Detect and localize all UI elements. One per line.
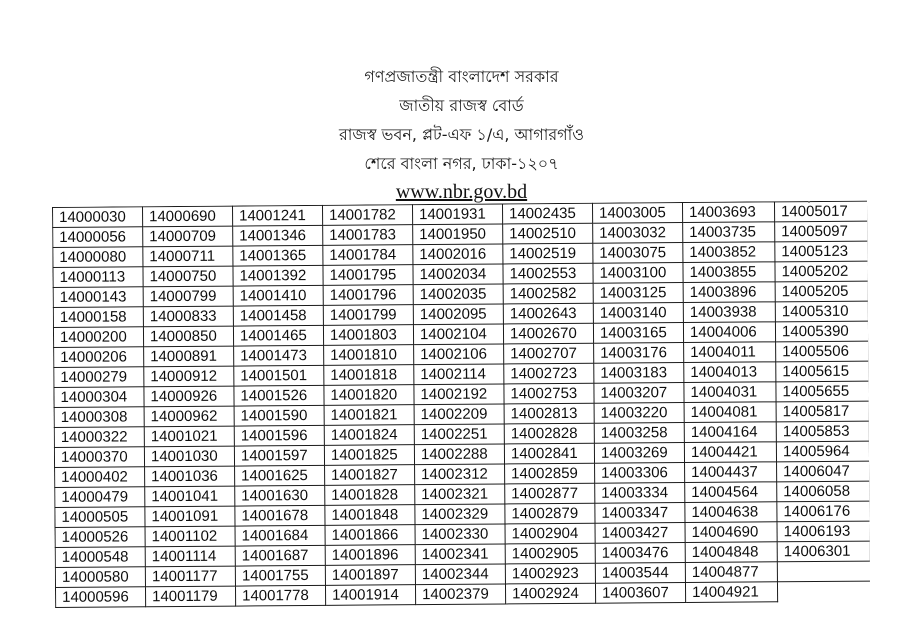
table-cell: 14002034	[413, 264, 503, 285]
table-cell: 14000304	[54, 387, 144, 408]
table-cell: 14001114	[145, 546, 235, 567]
table-cell: 14003938	[683, 302, 775, 323]
table-cell: 14000912	[144, 366, 234, 387]
table-cell: 14000080	[53, 247, 143, 268]
table-cell: 14001784	[323, 245, 413, 266]
table-cell: 14000580	[55, 567, 145, 588]
id-table	[52, 201, 870, 608]
table-cell: 14000370	[54, 447, 144, 468]
table-cell: 14003075	[593, 243, 683, 264]
table-cell: 14000891	[144, 346, 234, 367]
table-cell: 14001896	[325, 545, 415, 566]
table-cell: 14000113	[53, 267, 143, 288]
table-cell: 14006301	[777, 541, 870, 562]
table-cell: 14001931	[412, 204, 502, 225]
table-cell: 14001950	[413, 224, 503, 245]
table-cell: 14001783	[323, 225, 413, 246]
letterhead	[0, 62, 923, 205]
table-cell: 14001687	[235, 545, 325, 566]
table-cell: 14001799	[323, 305, 413, 326]
government-name: গণপ্রজাতন্ত্রী বাংলাদেশ সরকার	[364, 67, 559, 86]
table-cell: 14000056	[53, 227, 143, 248]
table-cell: 14001177	[145, 566, 235, 587]
table-cell: 14002519	[503, 243, 593, 264]
table-cell: 14004011	[684, 342, 776, 363]
table-cell: 14000833	[143, 306, 233, 327]
table-cell: 14003140	[593, 303, 683, 324]
table-cell: 14001803	[323, 325, 413, 346]
table-cell: 14001346	[233, 225, 323, 246]
table-cell: 14001596	[234, 425, 324, 446]
table-cell: 14001796	[323, 285, 413, 306]
table-cell: 14002095	[413, 304, 503, 325]
table-cell: 14001684	[235, 525, 325, 546]
table-cell: 14001810	[324, 345, 414, 366]
table-cell: 14001897	[325, 565, 415, 586]
table-cell: 14002329	[415, 504, 505, 525]
table-cell: 14000158	[53, 307, 143, 328]
table-cell: 14001021	[144, 426, 234, 447]
table-cell: 14001828	[325, 485, 415, 506]
table-cell: 14003607	[595, 583, 685, 604]
table-cell: 14000709	[143, 226, 233, 247]
table-cell: 14001678	[235, 505, 325, 526]
table-cell: 14005853	[776, 421, 869, 442]
table-cell: 14003165	[593, 323, 683, 344]
table-cell: 14004690	[685, 522, 777, 543]
table-cell: 14002379	[415, 584, 505, 605]
table-cell: 14001473	[234, 345, 324, 366]
table-cell: 14001820	[324, 385, 414, 406]
table-cell: 14003855	[683, 262, 775, 283]
table-cell: 14002813	[504, 403, 594, 424]
table-cell: 14004437	[685, 462, 777, 483]
table-cell: 14000200	[53, 327, 143, 348]
table-cell: 14003427	[595, 523, 685, 544]
table-cell: 14002344	[415, 564, 505, 585]
table-cell: 14005655	[776, 381, 869, 402]
table-cell: 14001036	[145, 466, 235, 487]
table-cell: 14002209	[414, 404, 504, 425]
table-cell: 14003183	[594, 363, 684, 384]
table-cell: 14003005	[592, 203, 682, 224]
table-cell: 14005390	[775, 321, 868, 342]
table-cell: 14001091	[145, 506, 235, 527]
table-cell: 14001410	[233, 285, 323, 306]
address-line-1: রাজস্ব ভবন, প্লট-এফ ১/এ, আগারগাঁও	[338, 125, 585, 144]
table-cell: 14001866	[325, 525, 415, 546]
table-cell: 14000402	[55, 467, 145, 488]
table-cell: 14002553	[503, 263, 593, 284]
website-url: www.nbr.gov.bd	[395, 181, 528, 203]
table-cell: 14004564	[685, 482, 777, 503]
table-cell: 14004164	[684, 422, 776, 443]
table-cell: 14001179	[145, 586, 235, 607]
table-cell: 14000926	[144, 386, 234, 407]
table-cell: 14004921	[685, 582, 777, 603]
table-cell: 14005017	[774, 201, 867, 222]
table-cell: 14002877	[505, 483, 595, 504]
table-cell: 14005506	[776, 341, 869, 362]
table-cell: 14003207	[594, 383, 684, 404]
table-cell: 14000206	[54, 347, 144, 368]
table-cell	[777, 561, 870, 582]
table-cell: 14001848	[325, 505, 415, 526]
table-cell: 14001392	[233, 265, 323, 286]
table-cell: 14000799	[143, 286, 233, 307]
table-cell: 14002879	[505, 503, 595, 524]
table-cell: 14005964	[776, 441, 869, 462]
table-cell: 14001590	[234, 405, 324, 426]
table-cell: 14002510	[503, 223, 593, 244]
table-cell: 14002643	[503, 303, 593, 324]
table-cell: 14002035	[413, 284, 503, 305]
table-cell: 14004877	[685, 562, 777, 583]
table-cell: 14001365	[233, 245, 323, 266]
table-cell: 14001501	[234, 365, 324, 386]
table-cell: 14002104	[413, 324, 503, 345]
table-cell: 14000850	[143, 326, 233, 347]
table-cell: 14002707	[504, 343, 594, 364]
table-cell: 14005202	[775, 261, 868, 282]
board-name: জাতীয় রাজস্ব বোর্ড	[399, 96, 524, 115]
table-cell: 14002312	[415, 464, 505, 485]
table-cell: 14000279	[54, 367, 144, 388]
table-cell: 14006193	[777, 521, 870, 542]
table-cell: 14003100	[593, 263, 683, 284]
table-cell: 14001102	[145, 526, 235, 547]
table-cell: 14006176	[777, 501, 870, 522]
table-cell: 14003476	[595, 543, 685, 564]
table-cell: 14005310	[775, 301, 868, 322]
table-cell: 14005097	[775, 221, 868, 242]
table-cell: 14002924	[505, 583, 595, 604]
table-cell: 14004031	[684, 382, 776, 403]
table-cell: 14005205	[775, 281, 868, 302]
table-cell: 14002670	[503, 323, 593, 344]
table-cell: 14000690	[143, 206, 233, 227]
table-cell: 14002841	[504, 443, 594, 464]
table-cell: 14001778	[235, 585, 325, 606]
table-cell: 14000505	[55, 507, 145, 528]
table-cell: 14002753	[504, 383, 594, 404]
table-cell: 14002251	[414, 424, 504, 445]
table-cell: 14002828	[504, 423, 594, 444]
table-cell: 14000322	[54, 427, 144, 448]
table-cell: 14003220	[594, 403, 684, 424]
table-cell: 14002016	[413, 244, 503, 265]
table-cell: 14002330	[415, 524, 505, 545]
table-cell: 14003176	[594, 343, 684, 364]
address-line-2: শেরে বাংলা নগর, ঢাকা-১২০৭	[364, 154, 559, 173]
table-cell: 14002923	[505, 563, 595, 584]
table-cell: 14001458	[233, 305, 323, 326]
table-cell: 14000750	[143, 266, 233, 287]
table-cell: 14001782	[322, 205, 412, 226]
table-cell: 14002904	[505, 523, 595, 544]
table-cell: 14000711	[143, 246, 233, 267]
table-cell: 14005615	[776, 361, 869, 382]
table-cell: 14001825	[324, 445, 414, 466]
table-cell: 14003125	[593, 283, 683, 304]
table-cell: 14001625	[235, 465, 325, 486]
table-cell	[777, 581, 870, 602]
table-cell: 14001795	[323, 265, 413, 286]
table-cell: 14002582	[503, 283, 593, 304]
table-cell: 14000596	[55, 587, 145, 608]
table-cell: 14000548	[55, 547, 145, 568]
table-cell: 14005817	[776, 401, 869, 422]
scan-speck	[808, 201, 810, 203]
id-table-container	[52, 201, 870, 629]
table-cell: 14002106	[414, 344, 504, 365]
table-cell: 14003735	[683, 222, 775, 243]
table-cell: 14004421	[684, 442, 776, 463]
table-cell: 14005123	[775, 241, 868, 262]
table-cell: 14002905	[505, 543, 595, 564]
table-cell: 14003347	[595, 503, 685, 524]
table-cell: 14001465	[233, 325, 323, 346]
table-cell: 14003693	[682, 202, 774, 223]
table-cell: 14003306	[595, 463, 685, 484]
table-cell: 14000962	[144, 406, 234, 427]
table-cell: 14003896	[683, 282, 775, 303]
table-cell: 14002859	[505, 463, 595, 484]
table-cell: 14000526	[55, 527, 145, 548]
table-cell: 14004848	[685, 542, 777, 563]
table-cell: 14002723	[504, 363, 594, 384]
table-cell: 14000030	[53, 207, 143, 228]
table-cell: 14000308	[54, 407, 144, 428]
table-cell: 14002321	[415, 484, 505, 505]
table-cell: 14003269	[594, 443, 684, 464]
table-cell: 14001526	[234, 385, 324, 406]
table-cell: 14001827	[325, 465, 415, 486]
table-cell: 14002114	[414, 364, 504, 385]
table-cell: 14003258	[594, 423, 684, 444]
table-cell: 14002341	[415, 544, 505, 565]
table-cell: 14002192	[414, 384, 504, 405]
table-cell: 14000143	[53, 287, 143, 308]
table-cell: 14004006	[683, 322, 775, 343]
table-cell: 14001818	[324, 365, 414, 386]
table-cell: 14004013	[684, 362, 776, 383]
table-cell: 14004081	[684, 402, 776, 423]
table-cell: 14003032	[593, 223, 683, 244]
table-cell: 14002435	[502, 203, 592, 224]
table-cell: 14001824	[324, 425, 414, 446]
table-cell: 14001630	[235, 485, 325, 506]
table-cell: 14001755	[235, 565, 325, 586]
table-cell: 14001821	[324, 405, 414, 426]
table-cell: 14004638	[685, 502, 777, 523]
table-cell: 14001914	[325, 585, 415, 606]
table-cell: 14000479	[55, 487, 145, 508]
table-cell: 14002288	[414, 444, 504, 465]
table-cell: 14003852	[683, 242, 775, 263]
table-cell: 14006058	[777, 481, 870, 502]
table-cell: 14001597	[234, 445, 324, 466]
table-cell: 14006047	[777, 461, 870, 482]
table-cell: 14003334	[595, 483, 685, 504]
table-cell: 14001241	[232, 205, 322, 226]
table-cell: 14001041	[145, 486, 235, 507]
table-cell: 14003544	[595, 563, 685, 584]
table-cell: 14001030	[144, 446, 234, 467]
